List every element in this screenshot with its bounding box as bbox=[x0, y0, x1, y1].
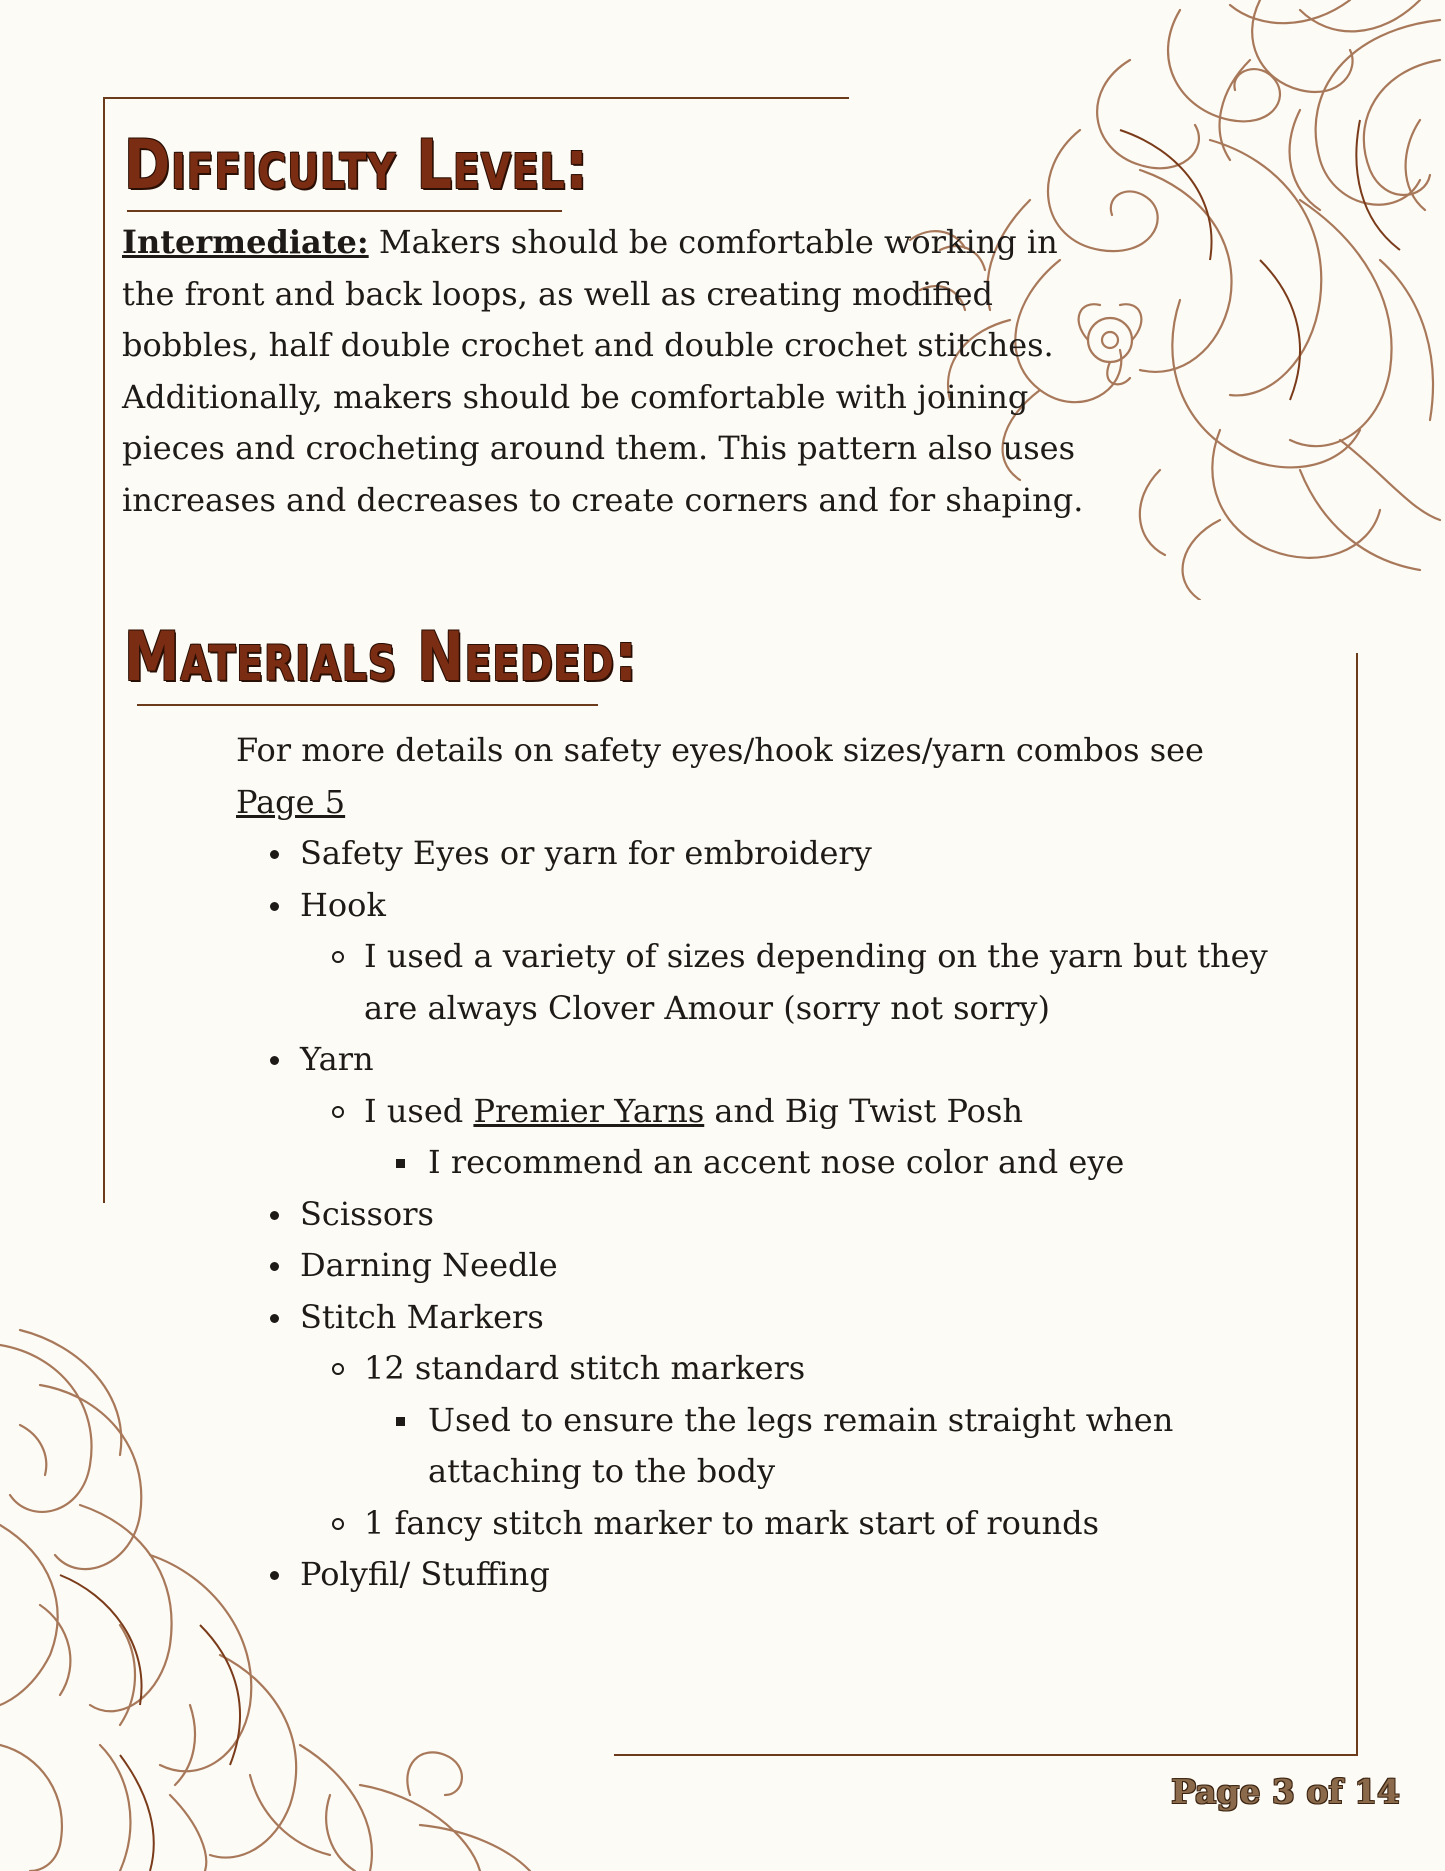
heading2-underline bbox=[137, 704, 598, 706]
page-number: Page 3 of 14 bbox=[1171, 1772, 1400, 1811]
list-item-safety-eyes: Safety Eyes or yarn for embroidery bbox=[236, 828, 1336, 880]
list-item-standard-markers: 12 standard stitch markers bbox=[236, 1343, 1336, 1395]
difficulty-label: Intermediate: bbox=[122, 223, 369, 261]
list-item-yarn-note: I used Premier Yarns and Big Twist Posh bbox=[236, 1086, 1336, 1138]
heading1-underline bbox=[127, 210, 562, 212]
list-item-polyfil: Polyfil/ Stuffing bbox=[236, 1549, 1336, 1601]
materials-heading: Materials Needed: bbox=[124, 618, 638, 697]
list-item-scissors: Scissors bbox=[236, 1189, 1336, 1241]
bullet-disc bbox=[270, 1056, 279, 1065]
list-item-hook-note: I used a variety of sizes depending on the yarn but they are always Clover Amour (sorry not sorry) bbox=[236, 931, 1336, 1034]
frame-left-line bbox=[103, 97, 105, 1203]
materials-intro-text: For more details on safety eyes/hook sizes/yarn combos see bbox=[236, 731, 1204, 769]
list-item-hook: Hook bbox=[236, 880, 1336, 932]
bullet-disc bbox=[270, 1262, 279, 1271]
bullet-square bbox=[396, 1159, 405, 1168]
bullet-disc bbox=[270, 1571, 279, 1580]
materials-intro bbox=[236, 725, 1246, 828]
list-item-yarn: Yarn bbox=[236, 1034, 1336, 1086]
list-item-yarn-sub: I recommend an accent nose color and eye bbox=[236, 1137, 1336, 1189]
frame-right-line bbox=[1356, 653, 1358, 1756]
difficulty-text: Makers should be comfortable working in the front and back loops, as well as creating modified bobbles, half double crochet and double crochet stitches. Additionally, makers should be comfortable with joining pieces and crocheting around them. This pattern also uses increases and decreases to create corners and for shaping. bbox=[122, 223, 1084, 519]
premier-yarns-link[interactable]: Premier Yarns bbox=[473, 1091, 705, 1130]
bullet-disc bbox=[270, 1314, 279, 1323]
list-item-fancy-marker: 1 fancy stitch marker to mark start of rounds bbox=[236, 1498, 1336, 1550]
list-item-darning-needle: Darning Needle bbox=[236, 1240, 1336, 1292]
frame-bottom-line bbox=[614, 1754, 1358, 1756]
difficulty-paragraph bbox=[122, 217, 1112, 526]
bullet-circle bbox=[332, 951, 344, 963]
bullet-circle bbox=[332, 1106, 344, 1118]
bullet-disc bbox=[270, 1211, 279, 1220]
frame-top-line bbox=[103, 97, 849, 99]
list-item-stitch-markers: Stitch Markers bbox=[236, 1292, 1336, 1344]
difficulty-heading: Difficulty Level: bbox=[124, 126, 589, 205]
bullet-circle bbox=[332, 1363, 344, 1375]
bullet-square bbox=[396, 1417, 405, 1426]
materials-list bbox=[236, 828, 1336, 1601]
bullet-disc bbox=[270, 902, 279, 911]
bullet-circle bbox=[332, 1518, 344, 1530]
page5-link[interactable]: Page 5 bbox=[236, 782, 346, 821]
bullet-disc bbox=[270, 850, 279, 859]
list-item-standard-note: Used to ensure the legs remain straight when attaching to the body bbox=[236, 1395, 1336, 1498]
